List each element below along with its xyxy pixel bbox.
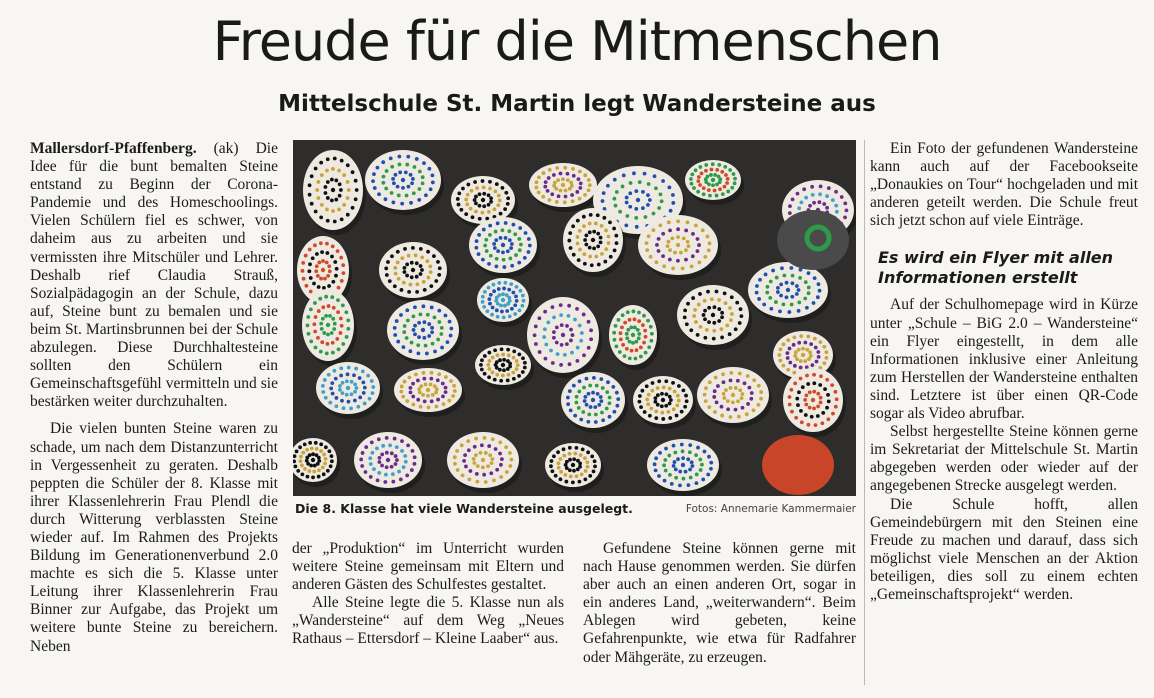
dateline: Mallersdorf-Pfaffenberg. xyxy=(30,140,197,157)
paragraph: Alle Steine legte die 5. Klasse nun als „Wandersteine“ auf dem Weg „Neues Rathaus – Ettersdorf – Kleine Laaber“ aus. xyxy=(292,594,564,648)
section-subheading: Es wird ein Flyer mit allen Informationen erstellt xyxy=(878,248,1114,288)
photo-caption-bar xyxy=(293,501,856,521)
paragraph: Gefundene Steine können gerne mit nach Hause genommen werden. Sie dürfen aber auch an einen anderen Ort, sogar in ein anderes Land, „weiterwandern“. Beim Ablegen wird gebeten, keine Gefahrenpunkte, wie etwa für Radfahrer oder Mähgeräte, zu erzeugen. xyxy=(583,540,856,666)
article-column-2 xyxy=(292,540,564,649)
article-column-4 xyxy=(870,140,1138,604)
paragraph: Selbst hergestellte Steine können gerne im Sekretariat der Mittelschule St. Martin abgegeben werden oder wieder auf der angegebenen Strecke ausgelegt werden. xyxy=(870,423,1138,495)
paragraph xyxy=(30,140,278,411)
paragraph: Die Schule hofft, allen Gemeindebürgern mit den Steinen eine Freude zu machen und darauf, dass sich möglichst viele Menschen an der Aktion beteiligen, dies soll zu einem echten „Gemeinschaftsprojekt“ werden. xyxy=(870,495,1138,603)
article-column-3 xyxy=(583,540,856,667)
article-photo xyxy=(293,140,856,496)
paragraph-text: (ak) Die Idee für die bunt bemalten Steine entstand zu Beginn der Corona-Pandemie und des Homeschoolings. Vielen Schülern fiel es schwer, von daheim aus zu arbeiten und sie vermissten ihre Mitschüler und Lehrer. Deshalb rief Claudia Strauß, Sozialpädagogin an der Schule, dazu auf, Steine bunt zu bemalen und sie beim St. Martinsbrunnen bei der Schule abzulegen. Diese Durchhaltesteine sollten den Schülern ein Gemeinschaftsgefühl vermitteln und sie bestärken weiter durchzuhalten. xyxy=(30,140,278,411)
paragraph: Die vielen bunten Steine waren zu schade, um nach dem Distanzunterricht in Vergessenheit zu geraten. Deshalb peppten die Schüler der 8. Klasse mit ihrer Klassenlehrerin Frau Plendl die durch Witterung verblassten Steine wieder auf. Im Rahmen des Projekts Bildung im Generationenverbund 2.0 machte es sich die 5. Klasse unter Leitung ihrer Klassenlehrerin Frau Binner zur Aufgabe, das Projekt um weitere bunte Steine zu bereichern. Neben xyxy=(30,420,278,655)
painted-stone xyxy=(777,210,849,270)
painted-stones-image xyxy=(293,140,856,496)
headline: Freude für die Mitmenschen xyxy=(212,10,942,73)
paragraph: Auf der Schulhomepage wird in Kürze unter „Schule – BiG 2.0 – Wandersteine“ ein Flyer eingestellt, in dem alle Informationen inklusive einer Anleitung zum Herstellen der Wandersteine enthalten sind. Letztere ist über einen QR-Code sogar als Video abrufbar. xyxy=(870,296,1138,423)
photo-credit: Fotos: Annemarie Kammermaier xyxy=(685,503,856,515)
column-divider xyxy=(864,140,865,685)
subheadline: Mittelschule St. Martin legt Wandersteine aus xyxy=(278,91,876,117)
painted-stone xyxy=(762,435,834,495)
paragraph: der „Produktion“ im Unterricht wurden weitere Steine gemeinsam mit Eltern und anderen Gästen des Schulfestes gestaltet. xyxy=(292,540,564,594)
paragraph: Ein Foto der gefundenen Wandersteine kann auch auf der Facebookseite „Donaukies on Tour“ hochgeladen und mit anderen geteilt werden. Die Schule freut sich jetzt schon auf viele Einträge. xyxy=(870,140,1138,230)
photo-caption: Die 8. Klasse hat viele Wandersteine ausgelegt. xyxy=(295,501,633,516)
article-column-1 xyxy=(30,140,278,656)
